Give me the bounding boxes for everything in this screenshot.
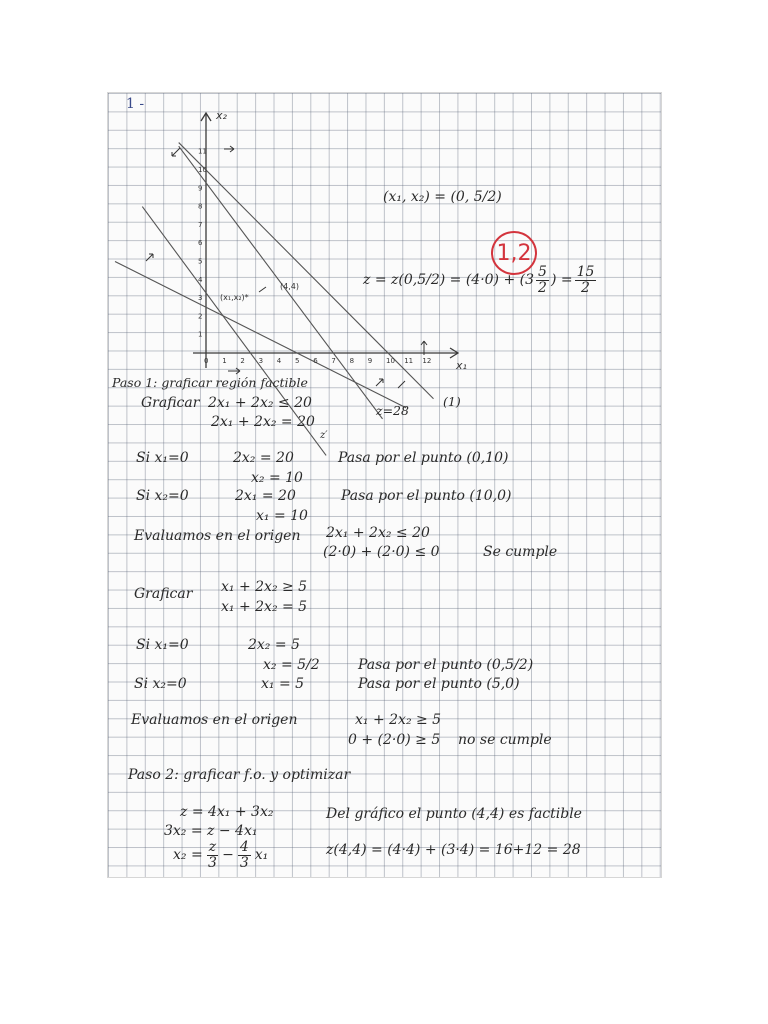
c-eq2: x₂ = 5/2 xyxy=(263,657,320,673)
fo-line-3: x₂ = $\frac{z}{3}$ − $\frac{4}{3}$ x₁ xyxy=(173,839,269,871)
arrow-8 xyxy=(228,368,240,374)
line-label-1: (1) xyxy=(443,394,461,409)
b-pasa: Pasa por el punto (10,0) xyxy=(341,488,512,504)
d-pasa: Pasa por el punto (5,0) xyxy=(358,676,520,692)
y-tick-label: 2 xyxy=(198,312,203,321)
a-eq2: x₂ = 10 xyxy=(251,470,303,486)
y-tick-label: 1 xyxy=(198,330,203,339)
ev1-eval: (2·0) + (2·0) ≤ 0 xyxy=(323,544,440,560)
graficar1-label: Graficar xyxy=(141,395,200,411)
x-tick-label: 9 xyxy=(367,357,373,365)
x-tick-label: 10 xyxy=(386,357,395,365)
z-4-4-eval: z(4,4) = (4·4) + (3·4) = 16+12 = 28 xyxy=(326,842,581,858)
arrow-3 xyxy=(146,254,153,261)
arrow-6 xyxy=(376,379,383,386)
x-tick-label: 12 xyxy=(422,357,432,365)
x-tick-label: 4 xyxy=(276,357,282,365)
y-tick-label: 11 xyxy=(198,147,207,156)
notebook-page xyxy=(107,92,662,878)
grafico-note: Del gráfico el punto (4,4) es factible xyxy=(326,806,582,822)
x-axis-label: x₁ xyxy=(456,359,467,372)
a-pasa: Pasa por el punto (0,10) xyxy=(338,450,509,466)
fo-line-1: z = 4x₁ + 3x₂ xyxy=(180,804,274,820)
paso2-heading: Paso 2: graficar f.o. y optimizar xyxy=(128,767,351,783)
b-eq2: x₁ = 10 xyxy=(256,508,308,524)
y-tick-label: 3 xyxy=(198,294,203,303)
evaluamos-2: Evaluamos en el origen xyxy=(131,712,298,728)
x-tick-label: 5 xyxy=(295,357,300,365)
x-tick-label: 11 xyxy=(404,357,414,365)
z28-label: z=28 xyxy=(376,403,409,418)
y-tick-label: 4 xyxy=(198,275,203,284)
ev1-result: Se cumple xyxy=(483,544,558,560)
ev2-ineq: x₁ + 2x₂ ≥ 5 xyxy=(355,712,442,728)
a-eq1: 2x₂ = 20 xyxy=(233,450,294,466)
y-tick-label: 7 xyxy=(198,220,203,229)
feasible-region-graph xyxy=(108,93,661,877)
arrow-1 xyxy=(172,148,180,156)
si-x1-0-b: Si x₁=0 xyxy=(136,637,189,653)
graficar2-ineq: x₁ + 2x₂ ≥ 5 xyxy=(221,579,308,595)
grade-mark: 1,2 xyxy=(491,231,537,275)
y-axis-label: x₂ xyxy=(216,109,227,122)
problem-number: 1 - xyxy=(126,96,145,112)
y-tick-label: 6 xyxy=(198,239,203,248)
z-evaluation: z = z(0,5/2) = (4·0) + (3 $\frac{5}{2}$ ) = $\frac{15}{2}$ xyxy=(363,264,595,296)
graficar1-ineq: 2x₁ + 2x₂ ≤ 20 xyxy=(208,395,312,411)
arrow-4 xyxy=(259,287,266,292)
evaluamos-1: Evaluamos en el origen xyxy=(134,528,301,544)
optimum-point: (x₁, x₂) = (0, 5/2) xyxy=(383,189,502,205)
y-tick-label: 5 xyxy=(198,257,203,266)
y-tick-label: 10 xyxy=(198,166,207,174)
graficar2-label: Graficar xyxy=(134,586,193,602)
x-tick-label: 6 xyxy=(313,357,318,365)
paso1-heading: Paso 1: graficar región factible xyxy=(112,375,308,390)
graficar1-eq: 2x₁ + 2x₂ = 20 xyxy=(211,414,315,430)
ev2-eval: 0 + (2·0) ≥ 5 xyxy=(348,732,441,748)
x-tick-label: 8 xyxy=(349,357,355,365)
x-tick-label: 7 xyxy=(331,357,336,365)
z-prime-label: z′ xyxy=(320,430,328,441)
x-tick-label: 1 xyxy=(222,357,227,365)
x-tick-label: 3 xyxy=(258,357,264,365)
fo-line-2: 3x₂ = z − 4x₁ xyxy=(164,823,258,839)
si-x1-0-a: Si x₁=0 xyxy=(136,450,189,466)
x-tick-label: 2 xyxy=(240,357,245,365)
ev1-ineq: 2x₁ + 2x₂ ≤ 20 xyxy=(326,525,430,541)
arrow-7 xyxy=(398,381,405,388)
y-tick-label: 9 xyxy=(198,184,203,193)
si-x2-0-a: Si x₂=0 xyxy=(136,488,189,504)
ev2-result: no se cumple xyxy=(458,732,552,748)
point-label-optimum: (x₁,x₂)* xyxy=(220,293,249,302)
arrow-2 xyxy=(224,146,234,152)
c-pasa: Pasa por el punto (0,5/2) xyxy=(358,657,534,673)
c-eq1: 2x₂ = 5 xyxy=(248,637,300,653)
d-eq1: x₁ = 5 xyxy=(261,676,305,692)
point-label-4-4: (4,4) xyxy=(280,282,299,291)
b-eq1: 2x₁ = 20 xyxy=(235,488,296,504)
si-x2-0-b: Si x₂=0 xyxy=(134,676,187,692)
graficar2-eq: x₁ + 2x₂ = 5 xyxy=(221,599,308,615)
y-tick-label: 8 xyxy=(198,202,203,211)
x-tick-label: 0 xyxy=(204,357,209,365)
